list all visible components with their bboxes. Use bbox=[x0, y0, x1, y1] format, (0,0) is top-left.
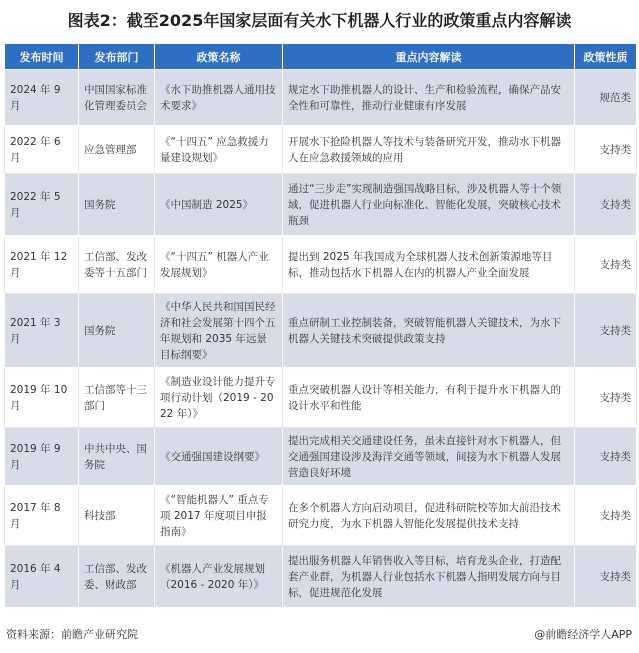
cell-content: 规定水下助推机器人的设计、生产和检验流程，确保产品安全性和可靠性，推动行业健康有序发展 bbox=[283, 70, 575, 126]
cell-date: 2021 年 3 月 bbox=[5, 294, 79, 368]
source-note: 资料来源：前瞻产业研究院 bbox=[6, 628, 138, 641]
table-row bbox=[5, 428, 637, 486]
cell-content: 通过“三步走”实现制造强国战略目标，涉及机器人等十个领域，促进机器人行业向标准化、智能化发展，突破核心技术瓶颈 bbox=[283, 174, 575, 236]
cell-date: 2022 年 6 月 bbox=[5, 126, 79, 174]
cell-name: 《“十四五” 机器人产业发展规划》 bbox=[155, 236, 283, 294]
cell-name: 《“智能机器人” 重点专项 2017 年度项目申报指南》 bbox=[155, 486, 283, 546]
cell-date: 2019 年 9 月 bbox=[5, 428, 79, 486]
cell-name: 《“十四五” 应急救援力量建设规划》 bbox=[155, 126, 283, 174]
cell-content: 提出完成相关交通建设任务，虽未直接针对水下机器人，但交通强国建设涉及海洋交通等领域，间接为水下机器人发展营造良好环境 bbox=[283, 428, 575, 486]
brand-credit: @前瞻经济学人APP bbox=[534, 628, 632, 641]
cell-name: 《交通强国建设纲要》 bbox=[155, 428, 283, 486]
table-row bbox=[5, 546, 637, 608]
cell-dept: 中国国家标准化管理委员会 bbox=[79, 70, 155, 126]
cell-name: 《机器人产业发展规划（2016 - 2020 年）》 bbox=[155, 546, 283, 608]
cell-content: 开展水下抢险机器人等技术与装备研究开发，推动水下机器人在应急救援领域的应用 bbox=[283, 126, 575, 174]
cell-dept: 国务院 bbox=[79, 174, 155, 236]
table-row bbox=[5, 174, 637, 236]
cell-dept: 工信部、发改委、财政部 bbox=[79, 546, 155, 608]
cell-nature: 支持类 bbox=[575, 126, 637, 174]
table-row bbox=[5, 236, 637, 294]
cell-nature: 规范类 bbox=[575, 70, 637, 126]
cell-name: 《中国制造 2025》 bbox=[155, 174, 283, 236]
cell-date: 2016 年 4 月 bbox=[5, 546, 79, 608]
cell-content: 重点突破机器人设计等相关能力，有利于提升水下机器人的设计水平和性能 bbox=[283, 368, 575, 428]
cell-date: 2019 年 10 月 bbox=[5, 368, 79, 428]
header-nature: 政策性质 bbox=[575, 44, 637, 70]
cell-content: 在多个机器人方向启动项目，促进科研院校等加大前沿技术研究力度，为水下机器人智能化发展提供技术支持 bbox=[283, 486, 575, 546]
header-dept: 发布部门 bbox=[79, 44, 155, 70]
cell-dept: 科技部 bbox=[79, 486, 155, 546]
header-name: 政策名称 bbox=[155, 44, 283, 70]
cell-dept: 中共中央、国务院 bbox=[79, 428, 155, 486]
cell-date: 2024 年 9 月 bbox=[5, 70, 79, 126]
cell-dept: 工信部等十三部门 bbox=[79, 368, 155, 428]
cell-dept: 应急管理部 bbox=[79, 126, 155, 174]
header-date: 发布时间 bbox=[5, 44, 79, 70]
cell-name: 《制造业设计能力提升专项行动计划（2019 - 2022 年）》 bbox=[155, 368, 283, 428]
cell-nature: 支持类 bbox=[575, 294, 637, 368]
table-row bbox=[5, 368, 637, 428]
table-row bbox=[5, 486, 637, 546]
policy-table bbox=[4, 43, 637, 608]
cell-nature: 支持类 bbox=[575, 428, 637, 486]
cell-date: 2021 年 12 月 bbox=[5, 236, 79, 294]
chart-title: 图表2：截至2025年国家层面有关水下机器人行业的政策重点内容解读 bbox=[67, 11, 572, 30]
table-row bbox=[5, 70, 637, 126]
cell-date: 2022 年 5 月 bbox=[5, 174, 79, 236]
cell-nature: 支持类 bbox=[575, 546, 637, 608]
cell-nature: 支持类 bbox=[575, 368, 637, 428]
cell-content: 提出到 2025 年我国成为全球机器人技术创新策源地等目标，推动包括水下机器人在内的机器人产业全面发展 bbox=[283, 236, 575, 294]
header-content: 重点内容解读 bbox=[283, 44, 575, 70]
cell-content: 重点研制工业控制装备，突破智能机器人关键技术，为水下机器人关键技术突破提供政策支持 bbox=[283, 294, 575, 368]
cell-content: 提出服务机器人年销售收入等目标，培育龙头企业，打造配套产业群，为机器人行业包括水下机器人指明发展方向与目标，促进规范化发展 bbox=[283, 546, 575, 608]
cell-nature: 支持类 bbox=[575, 174, 637, 236]
cell-date: 2017 年 8 月 bbox=[5, 486, 79, 546]
table-row bbox=[5, 126, 637, 174]
cell-dept: 工信部、发改委等十五部门 bbox=[79, 236, 155, 294]
cell-nature: 支持类 bbox=[575, 236, 637, 294]
cell-name: 《中华人民共和国国民经济和社会发展第十四个五年规划和 2035 年远景目标纲要》 bbox=[155, 294, 283, 368]
cell-nature: 支持类 bbox=[575, 486, 637, 546]
cell-name: 《水下助推机器人通用技术要求》 bbox=[155, 70, 283, 126]
table-header-row bbox=[5, 44, 637, 70]
table-row bbox=[5, 294, 637, 368]
cell-dept: 国务院 bbox=[79, 294, 155, 368]
